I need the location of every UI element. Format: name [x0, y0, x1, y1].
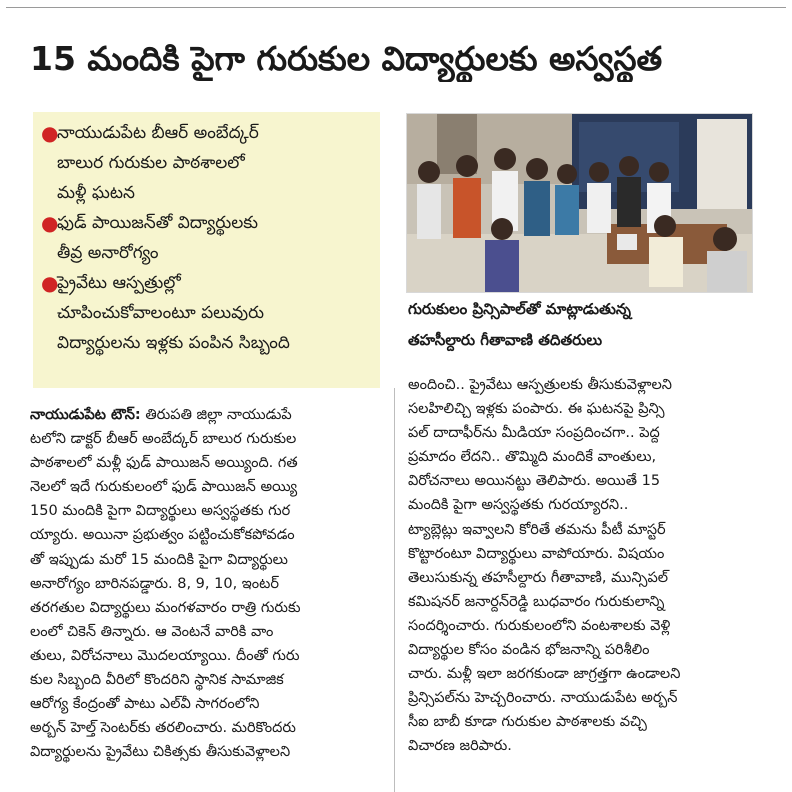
article-column-right — [408, 373, 758, 792]
highlight-line: బాలుర గురుకుల పాఠశాలలో — [57, 153, 245, 173]
highlight-line: నాయుడుపేట బీఆర్ అంబేద్కర్ — [57, 123, 259, 143]
article-line: ట్యాబ్లెట్లు ఇవ్వాలని కోరితే తమను పీటీ మాస్టర్ — [408, 521, 666, 538]
article-line: నెలలో ఇదే గురుకులంలో ఫుడ్ పాయిజన్ అయ్యి — [30, 479, 298, 496]
highlight-line: ప్రైవేటు ఆస్పత్రుల్లో — [57, 273, 181, 293]
article-line: కమిషనర్ జనార్దన్‌రెడ్డి బుధవారం గురుకులాన్ని — [408, 593, 665, 610]
article-line: పల్ దాదాఫీర్‌ను మీడియా సంప్రదించగా.. పెద్ద — [408, 425, 660, 442]
article-line: తో ఇప్పుడు మరో 15 మందికి పైగా విద్యార్థులు — [30, 551, 288, 568]
article-line: లంలో చికెన్ తిన్నారు. ఆ వెంటనే వారికి వాం — [30, 623, 274, 640]
highlight-line: తీవ్ర అనారోగ్యం — [57, 243, 159, 263]
article-line: అనారోగ్యం బారినపడ్డారు. 8, 9, 10, ఇంటర్ — [30, 575, 279, 592]
top-rule — [6, 7, 786, 8]
highlight-item — [41, 208, 372, 268]
highlight-line: చూపించుకోవాలంటూ పలువురు — [57, 303, 265, 323]
article-line: విద్యార్థుల కోసం వండిన భోజనాన్ని పరిశీలిం — [408, 642, 650, 659]
bullet-icon: ● — [41, 271, 59, 295]
highlight-line: ఫుడ్ పాయిజన్‌తో విద్యార్థులకు — [57, 213, 259, 233]
article-line: య్యారు. అయినా ప్రభుత్వం పట్టించుకోకపోవడం — [30, 527, 295, 544]
article-line: ఆరోగ్య కేంద్రంతో పాటు ఎల్‌వీ సాగరంలోని — [30, 696, 260, 713]
article-line: విద్యార్థులను ప్రైవేటు చికిత్సకు తీసుకువెళ్లాలని — [30, 744, 291, 761]
article-line: చారు. మళ్లీ ఇలా జరగకుండా జాగ్రత్తగా ఉండాలని — [408, 666, 681, 683]
news-photo-image — [407, 114, 753, 293]
article-line: సలహిలిచ్చి ఇళ్లకు పంపారు. ఈ ఘటనపై ప్రిన్సి — [408, 401, 665, 418]
article-line: సీఐ బాబీ కూడా గురుకుల పాఠశాలకు వచ్చి — [408, 714, 647, 731]
article-line: అర్బన్ హెల్త్ సెంటర్‌కు తరలించారు. మరికొందరు — [30, 720, 296, 737]
dateline: నాయుడుపేట టౌన్: — [30, 407, 141, 423]
article-line: అందించి.. ప్రైవేటు ఆస్పత్రులకు తీసుకువెళ్లాలని — [408, 377, 672, 393]
highlights-box — [33, 112, 380, 388]
article-line: తరగతుల విద్యార్థులు మంగళవారం రాత్రి గురుకు — [30, 599, 301, 616]
article-line: పాఠశాలలో మళ్లీ ఫుడ్ పాయిజన్ అయ్యింది. గత — [30, 455, 298, 472]
caption-line: గురుకులం ప్రిన్సిపాల్‌తో మాట్లాడుతున్న — [408, 300, 631, 318]
article-first-line — [30, 403, 388, 427]
bullet-icon: ● — [41, 121, 59, 145]
article-line: ప్రిన్సిపల్‌ను హెచ్చరించారు. నాయుడుపేట అర్బన్ — [408, 690, 678, 707]
headline: 15 మందికి పైగా గురుకుల విద్యార్థులకు అస్వస్థత — [30, 39, 663, 78]
article-column-left — [30, 403, 388, 792]
article-line: ప్రమాదం లేదని.. తొమ్మిది మందికే వాంతులు, — [408, 449, 657, 466]
highlight-line: మళ్లీ ఘటన — [57, 183, 135, 203]
caption-line: తహసీల్దారు గీతావాణి తదితరులు — [408, 331, 603, 349]
highlight-line: విద్యార్థులను ఇళ్లకు పంపిన సిబ్బంది — [57, 333, 290, 353]
bullet-icon: ● — [41, 211, 59, 235]
article-line: విరోచనాలు అయినట్టు తెలిపారు. అయితే 15 — [408, 473, 661, 490]
article-first-line-text: తిరుపతి జిల్లా నాయుడుపే — [140, 407, 292, 423]
highlight-item — [41, 268, 372, 358]
article-line: కొట్టారంటూ విద్యార్థులు వాపోయారు. విషయం — [408, 545, 665, 562]
article-line: సందర్శించారు. గురుకులంలోని వంటశాలకు వెళ్లి — [408, 617, 671, 634]
highlight-item — [41, 118, 372, 208]
article-line: మందికి పైగా అస్వస్థతకు గురయ్యారని.. — [408, 497, 629, 514]
article-line: తులు, విరోచనాలు మొదలయ్యాయి. దీంతో గురు — [30, 647, 300, 664]
article-line: కుల సిబ్బంది వీరిలో కొందరిని స్థానిక సామాజిక — [30, 672, 284, 689]
photo-caption — [408, 294, 758, 356]
column-divider — [394, 388, 395, 792]
news-photo — [406, 113, 753, 293]
article-line: విచారణ జరిపారు. — [408, 738, 512, 755]
article-line: 150 మందికి పైగా విద్యార్థులు అస్వస్థతకు గుర — [30, 503, 291, 520]
article-line: తెలుసుకున్న తహసీల్దారు గీతావాణి, మున్సిపల్ — [408, 569, 669, 586]
article-line: టలోని డాక్టర్ బీఆర్ అంబేద్కర్ బాలుర గురుకుల — [30, 431, 297, 448]
